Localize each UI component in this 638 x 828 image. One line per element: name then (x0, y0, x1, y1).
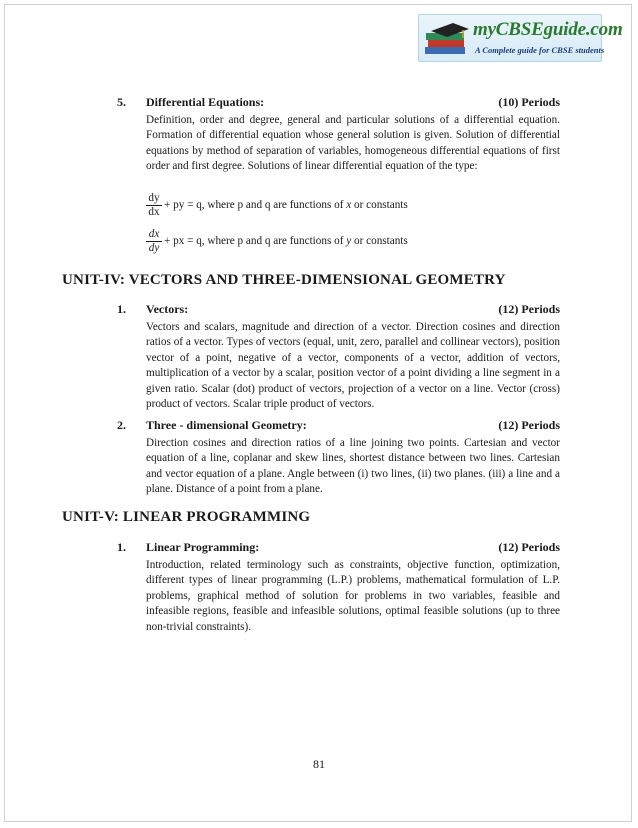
section-number: 5. (117, 95, 126, 109)
fraction-numerator-text: dx (148, 228, 160, 240)
section-geometry-header (0, 418, 638, 434)
fraction-denominator-text: dy (148, 242, 160, 254)
unit-v-heading: UNIT-V: LINEAR PROGRAMMING (62, 509, 311, 525)
section-periods: (12) Periods (498, 418, 560, 432)
logo-tagline: A Complete guide for CBSE students (475, 45, 605, 55)
equation-text-a: + py = q, where p and q are functions of (164, 199, 347, 211)
equation-text-a: + px = q, where p and q are functions of (164, 235, 347, 247)
section-title: Vectors: (146, 302, 189, 316)
fraction-numerator (146, 228, 162, 242)
fraction-numerator: dy (146, 192, 162, 206)
equation-text-b: or constants (351, 199, 408, 211)
section-vectors-text (146, 320, 560, 412)
equation-linear-dy-dx (146, 192, 566, 228)
section-number: 1. (117, 540, 126, 554)
section-lp-header (0, 540, 638, 556)
fraction (146, 192, 162, 218)
equation-text (164, 235, 408, 247)
equation-text-b: or constants (351, 235, 408, 247)
books-logo-icon (423, 21, 471, 59)
section-periods: (12) Periods (498, 302, 560, 316)
section-title: Linear Programming: (146, 540, 260, 554)
section-number: 1. (117, 302, 126, 316)
section-periods: (10) Periods (498, 95, 560, 109)
equation-text (164, 199, 408, 211)
section-vectors-header (0, 302, 638, 318)
unit-iv-heading: UNIT-IV: VECTORS AND THREE-DIMENSIONAL GEOMETRY (62, 272, 506, 288)
section-lp-text (146, 558, 560, 635)
section-differential-text (146, 113, 560, 175)
equation-variable: x (346, 199, 352, 211)
brand-logo[interactable] (418, 14, 623, 62)
fraction (146, 228, 162, 254)
page-number: 81 (313, 757, 325, 771)
fraction-denominator: dx (148, 206, 160, 218)
logo-brand-text: myCBSEguide.com (473, 19, 623, 40)
paragraph: Vectors and scalars, magnitude and direction of a vector. Direction cosines and direction ratios of a vector. Types of vectors (equal, unit, zero, parallel and collinear vectors), position vector of a point, negative of a vector, components of a vector, addition of vectors, multiplication of a vector by a scalar, position vector of a point dividing a line segment in a given ratio. Scalar (dot) product of vectors, projection of a vector on a line. Vector (cross) product of vectors. Scalar triple product of vectors. (146, 321, 560, 411)
paragraph: Direction cosines and direction ratios of a line joining two points. Cartesian and vector equation of a line, coplanar and skew lines, shortest distance between two lines. Cartesian and vector equation of a plane. Angle between (i) two lines, (ii) two planes. (iii) a line and a plane. Distance of a point from a plane. (146, 437, 560, 496)
paragraph: Definition, order and degree, general and particular solutions of a differential equation. Formation of differential equation whose general solution is given. Solution of differential equations by method of separation of variables, homogeneous differential equations of first order and first degree. Solutions of linear differential equation of the type: (146, 114, 560, 173)
fraction-denominator (146, 242, 162, 254)
paragraph: Introduction, related terminology such as constraints, objective function, optimization, different types of linear programming (L.P.) problems, mathematical formulation of L.P. problems, graphical method of solution for problems in two variables, feasible and infeasible regions, feasible and infeasible solutions, optimal feasible solutions (up to three non-trivial constraints). (146, 559, 560, 633)
section-title: Three - dimensional Geometry: (146, 418, 307, 432)
section-geometry-text (146, 436, 560, 498)
section-number: 2. (117, 418, 126, 432)
section-differential-header (0, 95, 638, 111)
section-periods: (12) Periods (498, 540, 560, 554)
equation-variable: y (346, 235, 352, 247)
section-title: Differential Equations: (146, 95, 265, 109)
equation-linear-dx-dy (146, 228, 566, 264)
